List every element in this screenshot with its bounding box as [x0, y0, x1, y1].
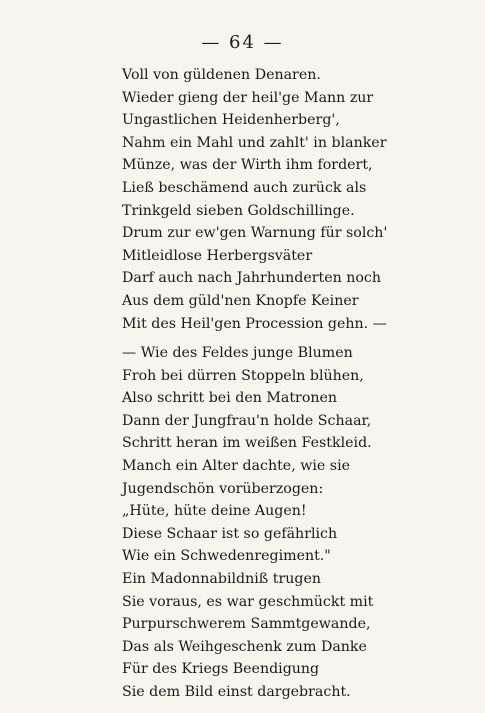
verse-line: Diese Schaar ist so gefährlich	[122, 525, 338, 542]
verse-line: Mit des Heil'gen Procession gehn. —	[122, 315, 387, 332]
verse-line: Voll von güldenen Denaren.	[122, 67, 321, 83]
verse-line: Schritt heran im weißen Festkleid.	[122, 435, 372, 452]
verse-line: Wieder gieng der heil'ge Mann zur	[122, 89, 374, 106]
verse-line: Wie ein Schwedenregiment."	[122, 548, 331, 565]
verse-line: Manch ein Alter dachte, wie sie	[122, 457, 351, 474]
verse-line: Mitleidlose Herbergsväter	[122, 247, 313, 264]
verse-line: Froh bei dürren Stoppeln blühen,	[122, 367, 364, 384]
verse-line: Das als Weihgeschenk zum Danke	[122, 638, 367, 655]
verse-line: Dann der Jungfrau'n holde Schaar,	[122, 412, 372, 429]
verse-line: Drum zur ew'gen Warnung für solch'	[122, 225, 388, 242]
verse-line: Aus dem güld'nen Knopfe Keiner	[122, 292, 359, 309]
verse-line: Darf auch nach Jahrhunderten noch	[122, 270, 381, 287]
verse-line: Ließ beschämend auch zurück als	[122, 179, 367, 196]
verse-line: Für des Kriegs Beendigung	[122, 661, 320, 678]
verse-line: Trinkgeld sieben Goldschillinge.	[122, 202, 355, 219]
verse-line: Sie voraus, es war geschmückt mit	[122, 593, 374, 610]
verse-line: — Wie des Feldes junge Blumen	[122, 345, 353, 361]
verse-line: Purpurschwerem Sammtgewande,	[122, 616, 371, 633]
verse-line: Sie dem Bild einst dargebracht.	[122, 683, 351, 700]
stanza-2	[122, 342, 472, 704]
verse-line: Ein Madonnabildniß trugen	[122, 570, 322, 587]
verse-line: Ungastlichen Heidenherberg',	[122, 112, 340, 129]
verse-line: Nahm ein Mahl und zahlt' in blanker	[122, 134, 387, 151]
stanza-1	[122, 64, 472, 335]
verse-line: Jugendschön vorüberzogen:	[122, 480, 324, 497]
page-number: — 64 —	[201, 32, 284, 53]
verse-line: „Hüte, hüte deine Augen!	[122, 503, 307, 520]
verse-line: Münze, was der Wirth ihm fordert,	[122, 157, 373, 174]
verse-line: Also schritt bei den Matronen	[122, 390, 338, 407]
